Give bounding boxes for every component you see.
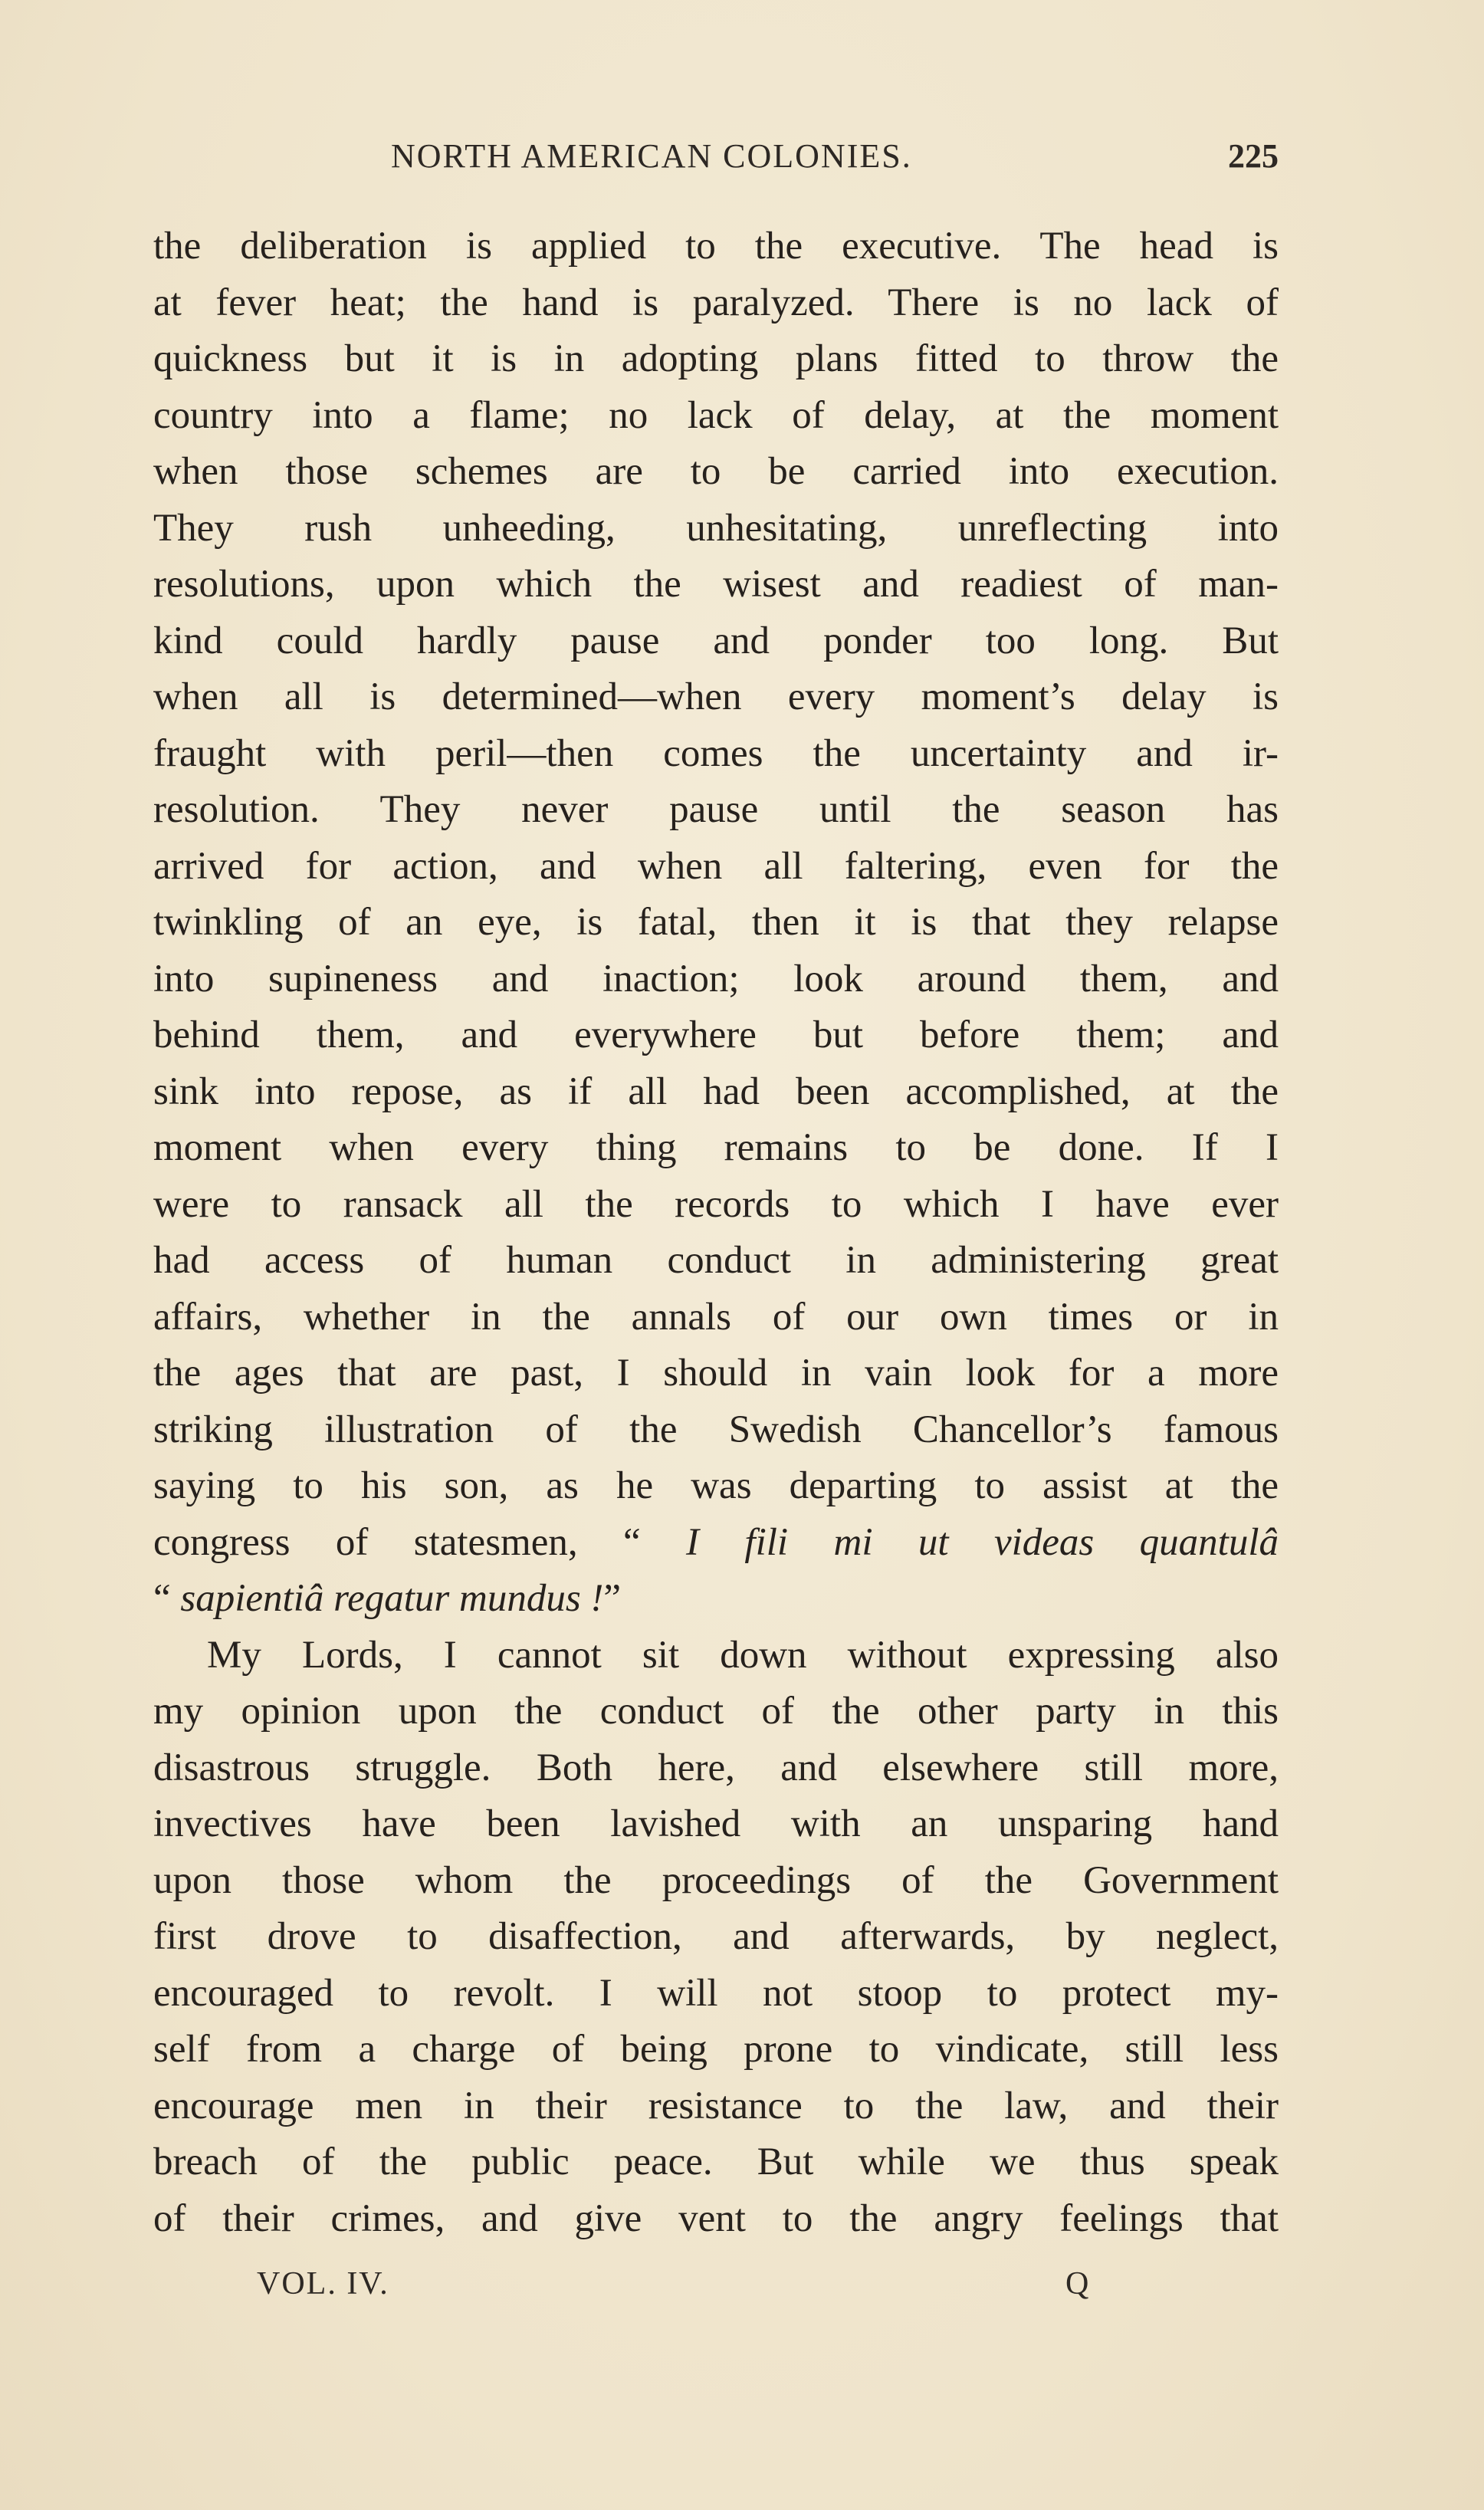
page-footer [153,2265,1279,2319]
text-line: disastrous struggle. Both here, and elsewhere still more, [153,1746,1279,1789]
text-line: were to ransack all the records to which I have ever [153,1182,1279,1226]
page-number: 225 [1228,137,1279,175]
latin-quote: I fili mi ut videas quantulâ [686,1520,1279,1564]
text-line: invectives have been lavished with an unsparing hand [153,1802,1279,1845]
text-line: resolution. They never pause until the season has [153,788,1279,831]
text-line: the deliberation is applied to the executive. The head is [153,225,1279,268]
quote-open: “ [153,1577,181,1620]
text-line: when all is determined—when every moment’s delay is [153,675,1279,718]
latin-quote-line [153,1515,1279,1572]
text-line: upon those whom the proceedings of the Government [153,1858,1279,1902]
text-line: encourage men in their resistance to the law, and their [153,2084,1279,2127]
text-line: at fever heat; the hand is paralyzed. There is no lack of [153,281,1279,324]
text-line: moment when every thing remains to be done. If I [153,1126,1279,1169]
text-line: sink into repose, as if all had been accomplished, at the [153,1069,1279,1113]
text-line: breach of the public peace. But while we thus speak [153,2140,1279,2183]
text-line: country into a flame; no lack of delay, at the moment [153,393,1279,437]
text-line: behind them, and everywhere but before them; and [153,1014,1279,1056]
text-line: quickness but it is in adopting plans fitted to throw the [153,337,1279,380]
text-line: saying to his son, as he was departing to assist at the [153,1464,1279,1507]
body-text [153,218,1279,2247]
volume-label: VOL. IV. [257,2266,389,2301]
text-line: affairs, whether in the annals of our own times or in [153,1295,1279,1339]
text-line: fraught with peril—then comes the uncertainty and ir- [153,731,1279,775]
text-line: of their crimes, and give vent to the angry feelings that [153,2196,1279,2240]
running-title: NORTH AMERICAN COLONIES. [391,137,912,175]
text-line: self from a charge of being prone to vindicate, still less [153,2028,1279,2071]
text-line: striking illustration of the Swedish Chancellor’s famous [153,1408,1279,1451]
text-line: arrived for action, and when all faltering, even for the [153,844,1279,888]
text-line: They rush unheeding, unhesitating, unreflecting into [153,506,1279,550]
text-line: kind could hardly pause and ponder too long. But [153,619,1279,662]
paragraph-start: My Lords, I cannot sit down without expressing also [207,1633,1279,1677]
text-line: first drove to disaffection, and afterwards, by neglect, [153,1915,1279,1958]
quote-close: ” [603,1577,622,1620]
latin-quote-end [153,1571,1279,1628]
text-line: resolutions, upon which the wisest and readiest of man- [153,563,1279,606]
text-line: encouraged to revolt. I will not stoop to protect my- [153,1971,1279,2015]
text-line: the ages that are past, I should in vain look for a more [153,1352,1279,1395]
text-line: when those schemes are to be carried into execution. [153,450,1279,493]
text-line: my opinion upon the conduct of the other party in this [153,1690,1279,1733]
running-head [153,136,1279,190]
text-line: into supineness and inaction; look around them, and [153,957,1279,1000]
latin-quote: sapientiâ regatur mundus ! [180,1577,604,1620]
signature-mark: Q [1065,2266,1089,2301]
text-line: twinkling of an eye, is fatal, then it is that they relapse [153,901,1279,944]
text-line: had access of human conduct in administering great [153,1239,1279,1282]
quote-prefix: congress of statesmen, “ [153,1520,687,1564]
